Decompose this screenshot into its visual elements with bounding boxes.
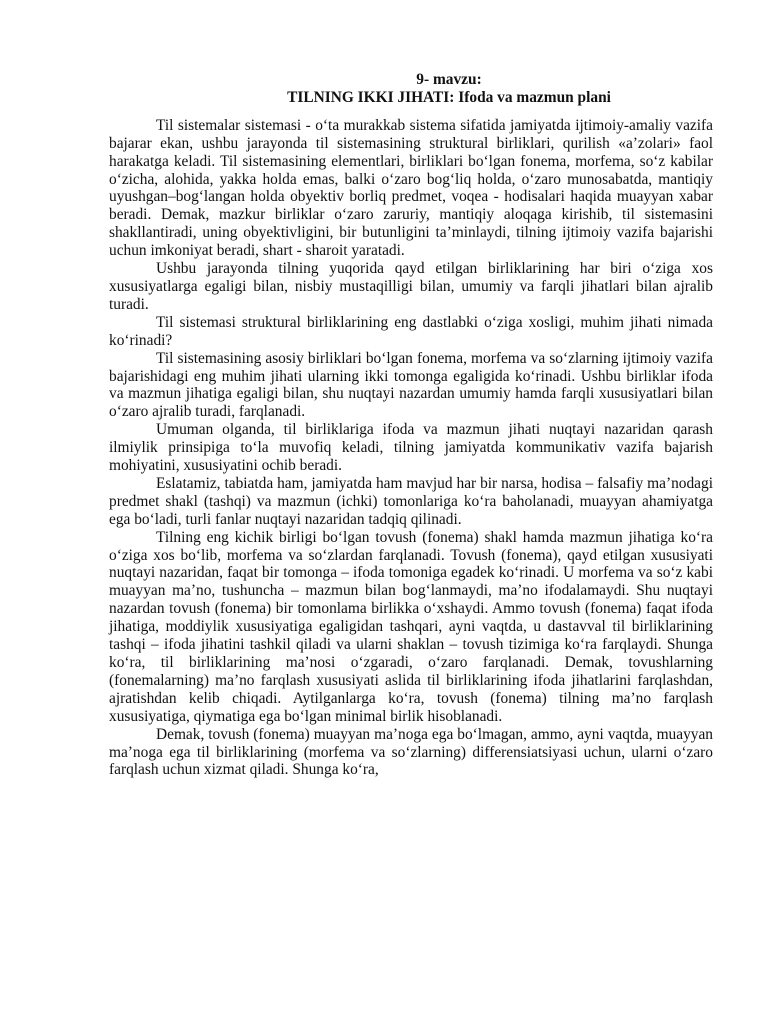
paragraph: Til sistemalar sistemasi - o‘ta murakkab sistema sifatida jamiyatda ijtimoiy-amaliy vazifa bajarar ekan, ushbu jarayonda til sistemasining struktural birliklari, qurilish «a’zolari» faol harakatga keladi. Til sistemasining elementlari, birliklari bo‘lgan fonema, morfema, so‘z kabilar o‘zicha, alohida, yakka holda emas, balki o‘zaro bog‘liq holda, o‘zaro munosabatda, mantiqiy uyushgan–bog‘langan holda obyektiv borliq predmet, voqea - hodisalari haqida muayyan xabar beradi. Demak, mazkur birliklar o‘zaro zaruriy, mantiqiy aloqaga kirishib, til sistemasini shakllantiradi, uning obyektivligini, bir butunligini ta’minlaydi, tilning ijtimoiy vazifa bajarishi uchun imkoniyat beradi, shart - sharoit yaratadi.	[109, 116, 713, 260]
paragraph: Eslatamiz, tabiatda ham, jamiyatda ham mavjud har bir narsa, hodisa – falsafiy ma’nodagi predmet shakl (tashqi) va mazmun (ichki) tomonlariga ko‘ra baholanadi, muayyan ahamiyatga ega bo‘ladi, turli fanlar nuqtayi nazaridan tadqiq qilinadi.	[109, 474, 713, 528]
document-page	[109, 71, 713, 779]
paragraph: Tilning eng kichik birligi bo‘lgan tovush (fonema) shakl hamda mazmun jihatiga ko‘ra o‘ziga xos bo‘lib, morfema va so‘zlardan farqlanadi. Tovush (fonema), qayd etilgan xususiyati nuqtayi nazaridan, faqat bir tomonga – ifoda tomoniga egadek ko‘rinadi. U morfema va so‘z kabi muayyan ma’no, tushuncha – mazmun bilan bog‘lanmaydi, ma’no ifodalamaydi. Shu nuqtayi nazardan tovush (fonema) bir tomonlama birlikka o‘xshaydi. Ammo tovush (fonema) faqat ifoda jihatiga, moddiylik xususiyatiga egaligidan tashqari, ayni vaqtda, u dastavval til birliklarining tashqi – ifoda jihatini tashkil qiladi va ularni shaklan – tovush tizimiga ko‘ra farqlaydi. Shunga ko‘ra, til birliklarining ma’nosi o‘zgaradi, o‘zaro farqlanadi. Demak, tovushlarning (fonemalarning) ma’no farqlash xususiyati aslida til birliklarining ifoda jihatlarini farqlashdan, ajratishdan kelib chiqadi. Aytilganlarga ko‘ra, tovush (fonema) tilning ma’no farqlash xususiyatiga, qiymatiga ega bo‘lgan minimal birlik hisoblanadi.	[109, 528, 713, 725]
paragraph: Umuman olganda, til birliklariga ifoda va mazmun jihati nuqtayi nazaridan qarash ilmiylik prinsipiga to‘la muvofiq keladi, tilning jamiyatda kommunikativ vazifa bajarish mohiyatini, xususiyatini ochib beradi.	[109, 421, 713, 475]
paragraph: Til sistemasining asosiy birliklari bo‘lgan fonema, morfema va so‘zlarning ijtimoiy vazifa bajarishidagi eng muhim jihati ularning ikki tomonga egaligida ko‘rinadi. Ushbu birliklar ifoda va mazmun jihatiga egaligi bilan, shu nuqtayi nazardan umumiy hamda farqli xususiyatlari bilan o‘zaro ajralib turadi, farqlanadi.	[109, 349, 713, 421]
topic-number: 9- mavzu:	[416, 71, 482, 88]
paragraph: Ushbu jarayonda tilning yuqorida qayd etilgan birliklarining har biri o‘ziga xos xususiyatlarga egaligi bilan, nisbiy mustaqilligi bilan, umumiy va farqli jihatlari bilan ajralib turadi.	[109, 260, 713, 313]
paragraph: Til sistemasi struktural birliklarining eng dastlabki o‘ziga xosligi, muhim jihati nimada ko‘rinadi?	[109, 313, 713, 349]
paragraph: Demak, tovush (fonema) muayyan ma’noga ega bo‘lmagan, ammo, ayni vaqtda, muayyan ma’noga ega til birliklarining (morfema va so‘zlarning) differensiatsiyasi uchun, ularni o‘zaro farqlash uchun xizmat qiladi. Shunga ko‘ra,	[109, 725, 713, 779]
page-title: TILNING IKKI JIHATI: Ifoda va mazmun plani	[287, 88, 611, 106]
